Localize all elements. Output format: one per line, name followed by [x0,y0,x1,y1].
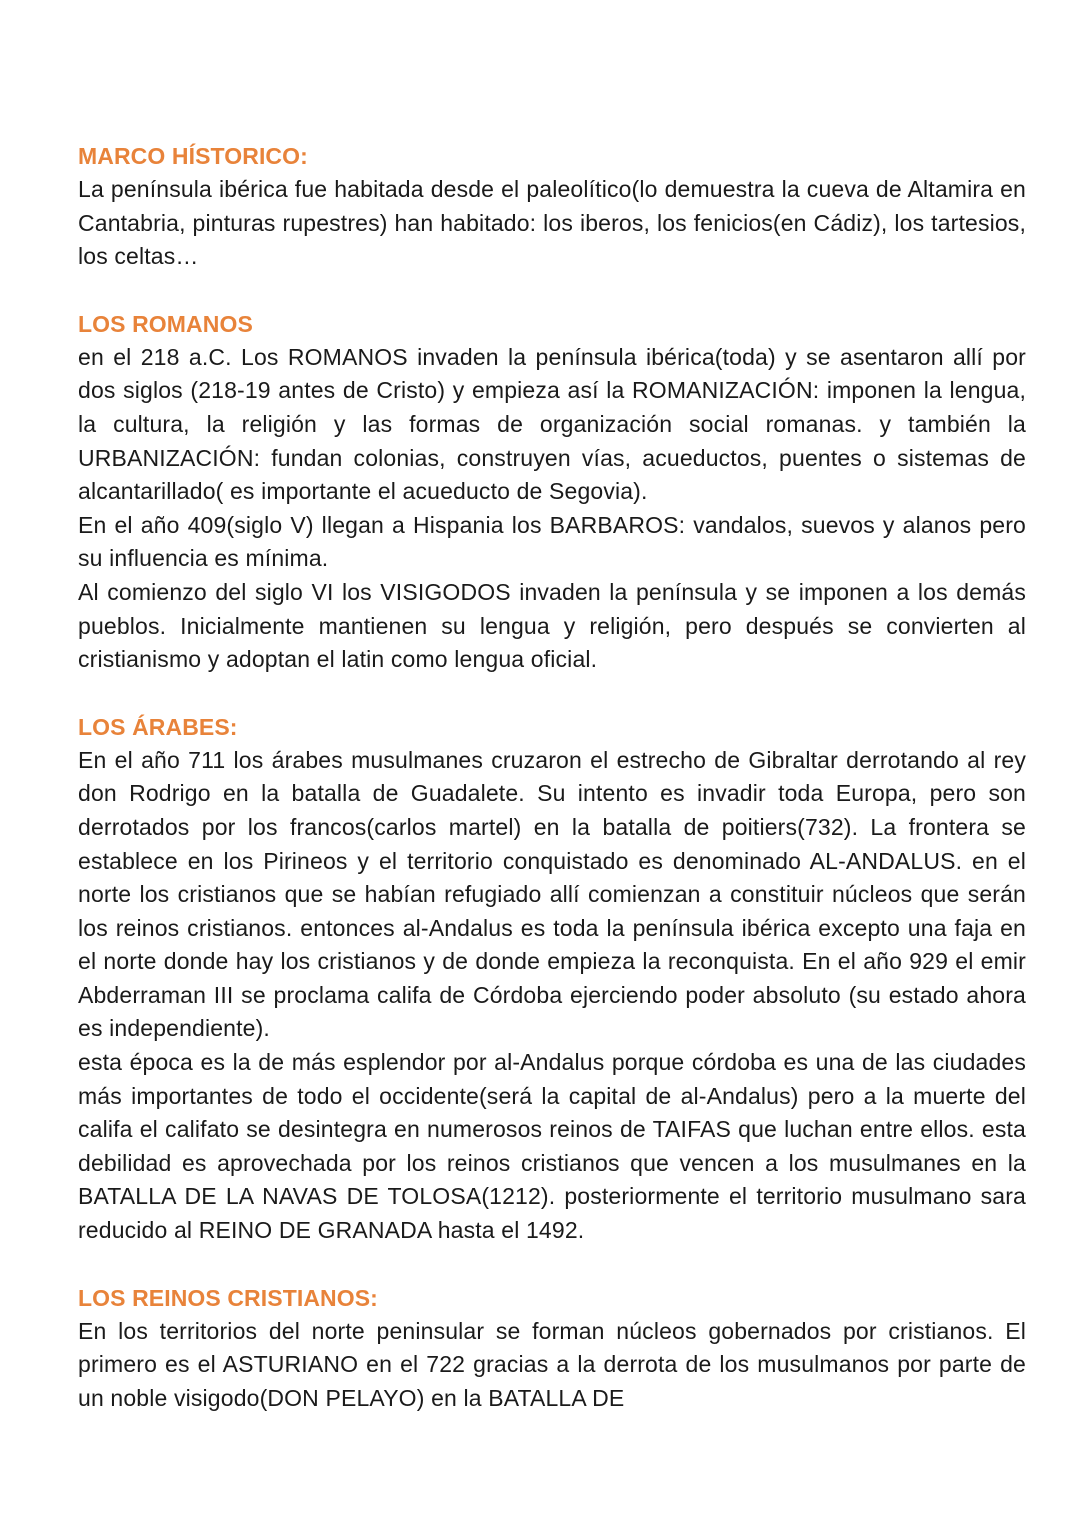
paragraph: La península ibérica fue habitada desde el paleolítico(lo demuestra la cueva de Altamira en Cantabria, pinturas rupestres) han habitado: los iberos, los fenicios(en Cádiz), los tartesios, los celtas… [78,176,1026,270]
section-heading: MARCO HÍSTORICO: [78,143,308,169]
section-heading: LOS REINOS CRISTIANOS: [78,1284,378,1311]
paragraph: En el año 409(siglo V) llegan a Hispania los BARBAROS: vandalos, suevos y alanos pero su influencia es mínima. [78,511,1026,572]
section-heading: LOS ÁRABES: [78,713,238,740]
section-marco-historico [78,139,1026,274]
paragraph: En los territorios del norte peninsular se forman núcleos gobernados por cristianos. El primero es el ASTURIANO en el 722 gracias a la derrota de los musulmanos por parte de un noble visigodo(DON PELAYO) en la BATALLA DE [78,1317,1026,1411]
section-reinos-cristianos [78,1281,1026,1416]
paragraph: esta época es la de más esplendor por al-Andalus porque córdoba es una de las ciudades más importantes de todo el occidente(será la capital de al-Andalus) pero a la muerte del califa el califato se desintegra en numerosos reinos de TAIFAS que luchan entre ellos. esta debilidad es aprovechada por los reinos cristianos que vencen a los musulmanes en la BATALLA DE LA NAVAS DE TOLOSA(1212). posteriormente el territorio musulmano sara reducido al REINO DE GRANADA hasta el 1492. [78,1049,1026,1244]
section-los-arabes [78,710,1026,1248]
paragraph: Al comienzo del siglo VI los VISIGODOS invaden la península y se imponen a los demás pueblos. Inicialmente mantienen su lengua y religión, pero después se convierten al cristianismo y adoptan el latin como lengua oficial. [78,578,1026,673]
document-page [78,139,1026,1448]
paragraph: en el 218 a.C. Los ROMANOS invaden la península ibérica(toda) y se asentaron allí por dos siglos (218-19 antes de Cristo) y empieza así la ROMANIZACIÓN: imponen la lengua, la cultura, la religión y las formas de organización social romanas. y también la URBANIZACIÓN: fundan colonias, construyen vías, acueductos, puentes o sistemas de alcantarillado( es importante el acueducto de Segovia). [78,343,1026,505]
paragraph: En el año 711 los árabes musulmanes cruzaron el estrecho de Gibraltar derrotando al rey don Rodrigo en la batalla de Guadalete. Su intento es invadir toda Europa, pero son derrotados por los francos(carlos martel) en la batalla de poitiers(732). La frontera se establece en los Pirineos y el territorio conquistado es denominado AL-ANDALUS. en el norte los cristianos que se habían refugiado allí comienzan a constituir núcleos que serán los reinos cristianos. entonces al-Andalus es toda la península ibérica excepto una faja en el norte donde hay los cristianos y de donde empieza la reconquista. En el año 929 el emir Abderraman III se proclama califa de Córdoba ejerciendo poder absoluto (su estado ahora es independiente). [78,746,1026,1042]
section-heading: LOS ROMANOS [78,310,253,337]
section-los-romanos [78,307,1026,677]
